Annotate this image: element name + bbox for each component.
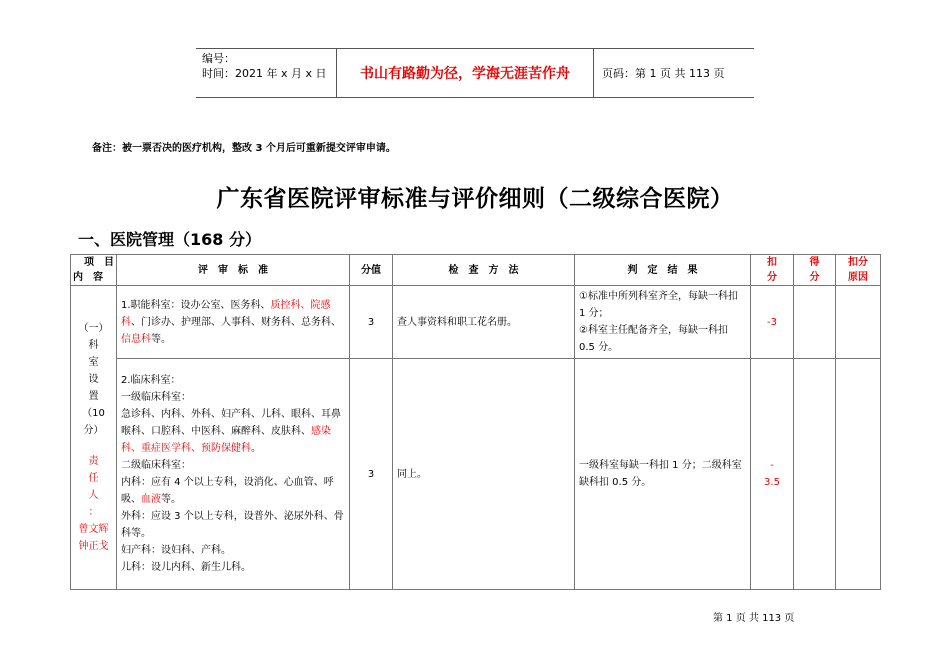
col-score: 分值 (350, 255, 393, 286)
table-row (71, 359, 881, 590)
section-heading: 一、医院管理（168 分） (78, 230, 261, 249)
page-footer: 第 1 页 共 113 页 (713, 613, 795, 624)
deduct-cell: - 3.5 (751, 359, 794, 590)
deduct-cell: -3 (751, 286, 794, 359)
header-meta (202, 51, 327, 81)
header-number: 编号： (202, 52, 235, 65)
col-standard: 评 审 标 准 (117, 255, 350, 286)
header-motto: 书山有路勤为径，学海无涯苦作舟 (336, 49, 594, 97)
standard-cell: 2.临床科室： 一级临床科室： 急诊科、内科、外科、妇产科、儿科、眼科、耳鼻喉科、口腔科、中医科、麻醉科、皮肤科、感染科、重症医学科、预防保健科。 二级临床科室： 内科：应有 4 个以上专科，设消化、心血管、呼吸、血液等。 外科：应设 3 个以上专科，设普外、泌尿外科、骨科等。 妇产科：设妇科、产科。 儿科：设儿内科、新生儿科。 (117, 359, 350, 590)
reason-cell (836, 286, 881, 359)
table-row (71, 286, 881, 359)
result-cell: 一级科室每缺一科扣 1 分；二级科室缺科扣 0.5 分。 (575, 359, 751, 590)
header-page-code: 页码：第 1 页 共 113 页 (602, 67, 725, 80)
result-cell: ①标准中所列科室齐全，每缺一科扣 1 分； ②科室主任配备齐全，每缺一科扣 0.5 分。 (575, 286, 751, 359)
responsible-person: 责 任 人 ： 曾文辉 钟正戈 (78, 456, 109, 552)
header-time: 时间：2021 年 x 月 x 日 (202, 67, 327, 80)
method-cell: 同上。 (393, 359, 575, 590)
document-title: 广东省医院评审标准与评价细则（二级综合医院） (216, 186, 734, 212)
review-table (70, 254, 881, 590)
reason-cell (836, 359, 881, 590)
standard-cell: 1.职能科室：设办公室、医务科、质控科、院感科、门诊办、护理部、人事科、财务科、总务科、信息科等。 (117, 286, 350, 359)
score-cell: 3 (350, 359, 393, 590)
category-cell: （一） 科 室 设 置 （10 分） 责 任 人 ： 曾文辉 钟正戈 (71, 286, 117, 590)
col-deduct: 扣 分 (751, 255, 794, 286)
col-get: 得 分 (794, 255, 836, 286)
page-header (196, 48, 754, 98)
col-reason: 扣分 原因 (836, 255, 881, 286)
method-cell: 查人事资料和职工花名册。 (393, 286, 575, 359)
get-cell (794, 286, 836, 359)
col-item: 项 目 内 容 (71, 255, 117, 286)
col-method: 检 查 方 法 (393, 255, 575, 286)
note-text: 备注：被一票否决的医疗机构，整改 3 个月后可重新提交评审申请。 (92, 143, 396, 154)
col-result: 判 定 结 果 (575, 255, 751, 286)
score-cell: 3 (350, 286, 393, 359)
get-cell (794, 359, 836, 590)
table-header-row (71, 255, 881, 286)
